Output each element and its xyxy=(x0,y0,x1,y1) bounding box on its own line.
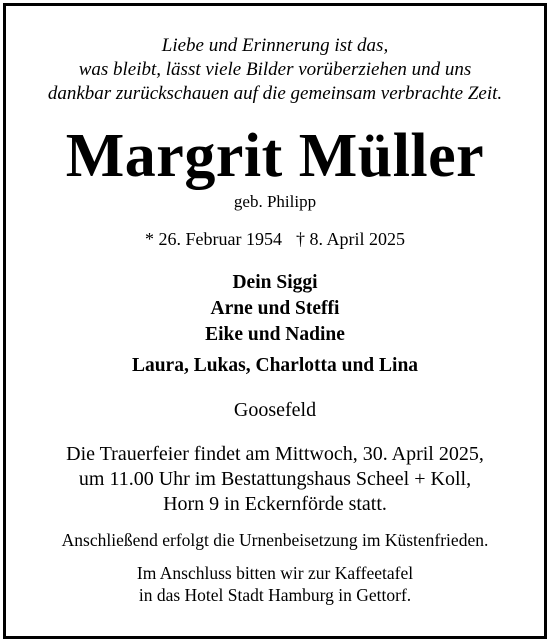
family-line-2: Arne und Steffi xyxy=(210,298,340,319)
family-line-1: Dein Siggi xyxy=(232,272,318,293)
service-line-3: Horn 9 in Eckernförde statt. xyxy=(163,493,387,515)
service-line-1: Die Trauerfeier findet am Mittwoch, 30. April 2025, xyxy=(66,443,484,465)
coffee-line-2: in das Hotel Stadt Hamburg in Gettorf. xyxy=(138,585,412,605)
birth-date: * 26. Februar 1954 xyxy=(145,229,282,249)
poem-line-2: was bleibt, lässt viele Bilder vorüberziehen und uns xyxy=(78,59,472,80)
family-line-4: Laura, Lukas, Charlotta und Lina xyxy=(131,355,419,376)
family-line-3: Eike und Nadine xyxy=(205,324,345,345)
service-line-2: um 11.00 Uhr im Bestattungshaus Scheel + Koll, xyxy=(78,468,472,490)
deceased-name: Margrit Müller xyxy=(65,122,485,190)
burial-info: Anschließend erfolgt die Urnenbeisetzung im Küstenfrieden. xyxy=(61,530,489,550)
poem-line-1: Liebe und Erinnerung ist das, xyxy=(161,35,389,56)
place-name: Goosefeld xyxy=(233,399,317,421)
death-date: † 8. April 2025 xyxy=(295,229,405,249)
life-dates xyxy=(0,228,550,250)
birth-name: geb. Philipp xyxy=(233,192,317,211)
poem-line-3: dankbar zurückschauen auf die gemeinsam verbrachte Zeit. xyxy=(47,83,503,104)
coffee-line-1: Im Anschluss bitten wir zur Kaffeetafel xyxy=(136,563,414,583)
